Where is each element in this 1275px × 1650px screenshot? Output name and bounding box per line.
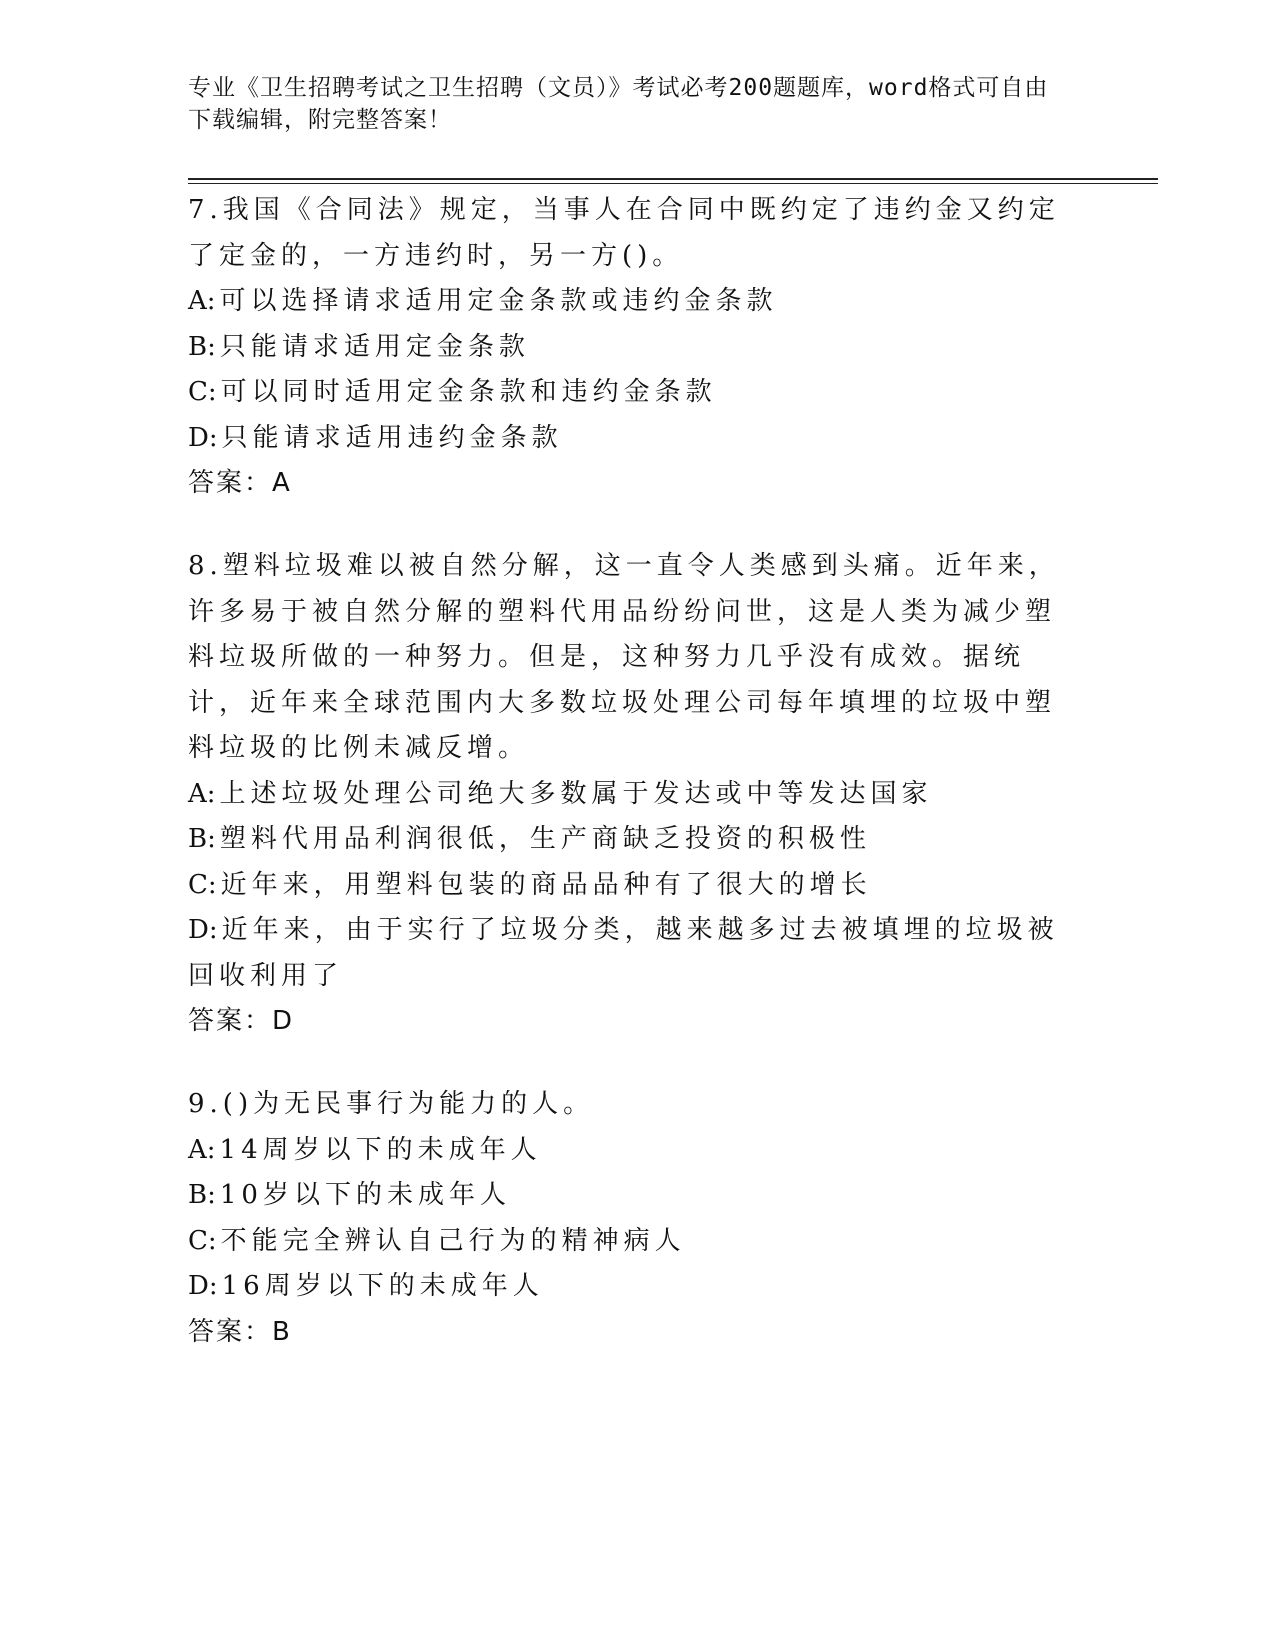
option-d: [188, 1264, 1078, 1310]
option-a: [188, 1128, 1078, 1174]
option-b: [188, 325, 1078, 371]
option-d: [188, 908, 1078, 999]
header-divider-thin: [188, 183, 1158, 184]
option-text: 塑料代用品利润很低，生产商缺乏投资的积极性: [219, 824, 871, 854]
option-text: 近年来，用塑料包装的商品品种有了很大的增长: [220, 869, 872, 900]
header-divider-thick: [188, 178, 1158, 180]
option-letter: C:: [188, 377, 217, 407]
option-text: 只能请求适用违约金条款: [221, 422, 563, 453]
option-a: [188, 279, 1078, 325]
question-stem: 9.()为无民事行为能力的人。: [188, 1089, 595, 1119]
option-letter: D:: [188, 1271, 218, 1301]
option-letter: B:: [188, 1180, 216, 1210]
option-text: 10岁以下的未成年人: [219, 1180, 511, 1210]
option-text: 可以同时适用定金条款和违约金条款: [220, 377, 717, 407]
question-item: [188, 1082, 1078, 1355]
option-c: [188, 863, 1078, 909]
option-a: [188, 772, 1078, 818]
option-letter: B:: [188, 331, 216, 362]
option-text: 14周岁以下的未成年人: [219, 1134, 542, 1165]
option-c: [188, 370, 1078, 416]
option-text: 不能完全辨认自己行为的精神病人: [220, 1225, 686, 1256]
question-item: [188, 188, 1078, 506]
option-text: 可以选择请求适用定金条款或违约金条款: [219, 286, 778, 316]
option-c: [188, 1219, 1078, 1265]
option-letter: C:: [188, 1225, 217, 1256]
option-letter: D:: [188, 422, 218, 453]
answer-line: 答案：B: [188, 1316, 292, 1347]
option-text: 只能请求适用定金条款: [219, 331, 530, 362]
question-list: [188, 188, 1078, 1393]
option-d: [188, 416, 1078, 462]
option-letter: A:: [188, 778, 216, 809]
option-text: 上述垃圾处理公司绝大多数属于发达或中等发达国家: [219, 778, 933, 809]
option-text: 近年来，由于实行了垃圾分类，越来越多过去被填埋的垃圾被回收利用了: [188, 915, 1059, 991]
question-stem: 8.塑料垃圾难以被自然分解，这一直令人类感到头痛。近年来，许多易于被自然分解的塑料代用品纷纷问世，这是人类为减少塑料垃圾所做的一种努力。但是，这种努力几乎没有成效。据统计，近年来全球范围内大多数垃圾处理公司每年填埋的垃圾中塑料垃圾的比例未减反增。: [188, 551, 1060, 763]
option-letter: A:: [188, 1134, 216, 1165]
option-letter: C:: [188, 869, 217, 900]
question-item: [188, 544, 1078, 1044]
option-letter: B:: [188, 824, 216, 854]
option-b: [188, 817, 1078, 863]
answer-line: 答案：A: [188, 468, 292, 498]
option-b: [188, 1173, 1078, 1219]
option-letter: A:: [188, 286, 216, 316]
option-text: 16周岁以下的未成年人: [221, 1271, 544, 1301]
answer-line: 答案：D: [188, 1006, 295, 1036]
question-stem: 7.我国《合同法》规定，当事人在合同中既约定了违约金又约定了定金的，一方违约时，另一方()。: [188, 195, 1060, 271]
option-letter: D:: [188, 915, 218, 945]
document-header: 专业《卫生招聘考试之卫生招聘（文员）》考试必考200题题库，word格式可自由下载编辑，附完整答案！: [188, 75, 1049, 133]
